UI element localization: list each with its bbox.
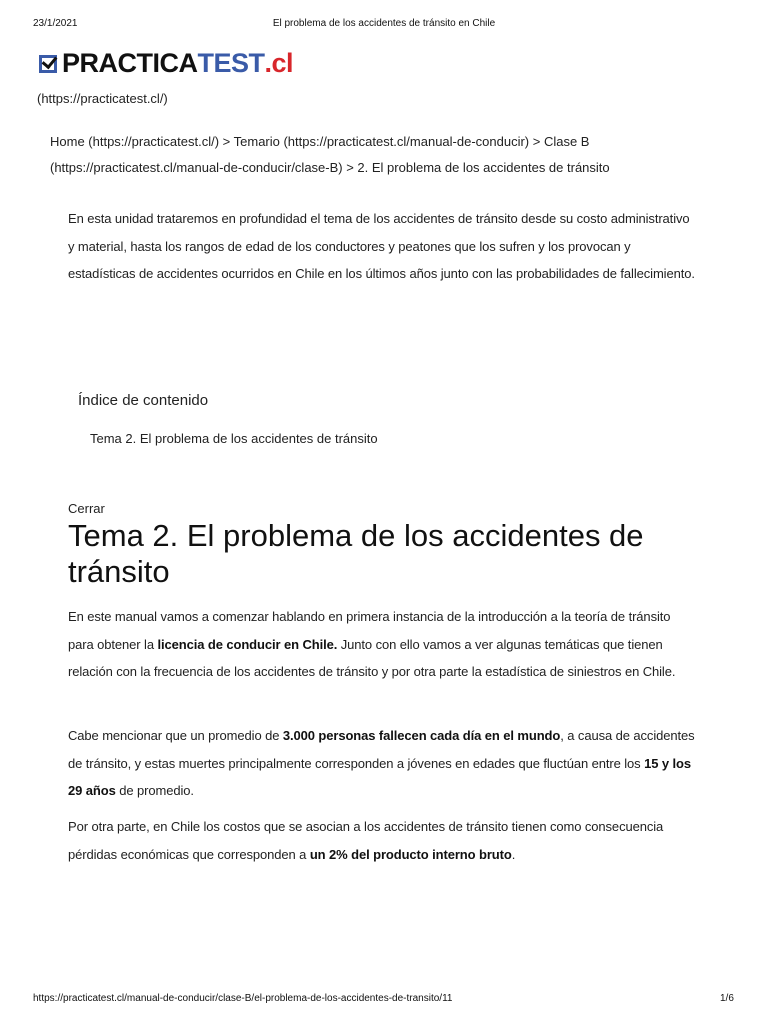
bold-text: un 2% del producto interno bruto: [309, 846, 512, 862]
intro-paragraph: En esta unidad trataremos en profundidad el tema de los accidentes de tránsito desde su costo administrativo y material, hasta los rangos de edad de los conductores y peatones que los sufren y los provocan y estadísticas de accidentes ocurridos en Chile en los últimos años junto con las probabilidades de fallecimiento.: [68, 211, 695, 281]
text: de promedio.: [115, 783, 194, 798]
logo-link[interactable]: (https://practicatest.cl/): [37, 91, 168, 106]
logo-text: PRACTICA: [62, 48, 198, 78]
checkbox-icon: [39, 55, 57, 73]
paragraph-1: [68, 603, 698, 686]
text: En este manual vamos a comenzar hablando en primera instancia de la introducción a la teoría de tránsito para obtener la: [68, 609, 671, 652]
bold-text: 3.000 personas fallecen cada día en el mundo: [282, 728, 561, 743]
page-number: 1/6: [720, 993, 734, 1004]
paragraph-3: [68, 813, 678, 868]
text: , a causa de accidentes de tránsito, y estas muertes principalmente corresponden a jóvenes en edades que fluctúan entre los: [68, 728, 695, 771]
toc-item[interactable]: Tema 2. El problema de los accidentes de tránsito: [90, 431, 378, 446]
toc-title: Índice de contenido: [78, 392, 209, 409]
print-title: El problema de los accidentes de tránsito en Chile: [272, 18, 496, 29]
bold-text: 15 y los 29 años: [68, 755, 691, 798]
footer-url: https://practicatest.cl/manual-de-conducir/clase-B/el-problema-de-los-accidentes-de-transito/11: [33, 993, 453, 1004]
toc-close-button[interactable]: Cerrar: [68, 501, 105, 516]
text: Por otra parte, en Chile los costos que se asocian a los accidentes de tránsito tienen como consecuencia pérdidas económicas que corresponden a: [68, 819, 664, 862]
breadcrumb[interactable]: Home (https://practicatest.cl/) > Temario (https://practicatest.cl/manual-de-conducir) > Clase B (https://practicatest.cl/manual-de-conducir/clase-B) > 2. El problema de los accidentes de tránsito: [50, 134, 610, 175]
logo-text: TEST: [197, 48, 265, 78]
text: Junto con ello vamos a ver algunas temáticas que tienen relación con la frecuencia de los accidentes de tránsito y por otra parte la estadística de siniestros en Chile.: [68, 636, 676, 679]
text: Cabe mencionar que un promedio de: [68, 728, 283, 743]
print-date: 23/1/2021: [33, 18, 78, 29]
page-title: Tema 2. El problema de los accidentes de tránsito: [68, 518, 644, 589]
paragraph-2: [68, 722, 698, 805]
text: .: [511, 846, 516, 862]
bold-text: licencia de conducir en Chile.: [157, 636, 338, 652]
site-logo[interactable]: [39, 48, 293, 79]
logo-text: .cl: [264, 48, 294, 78]
